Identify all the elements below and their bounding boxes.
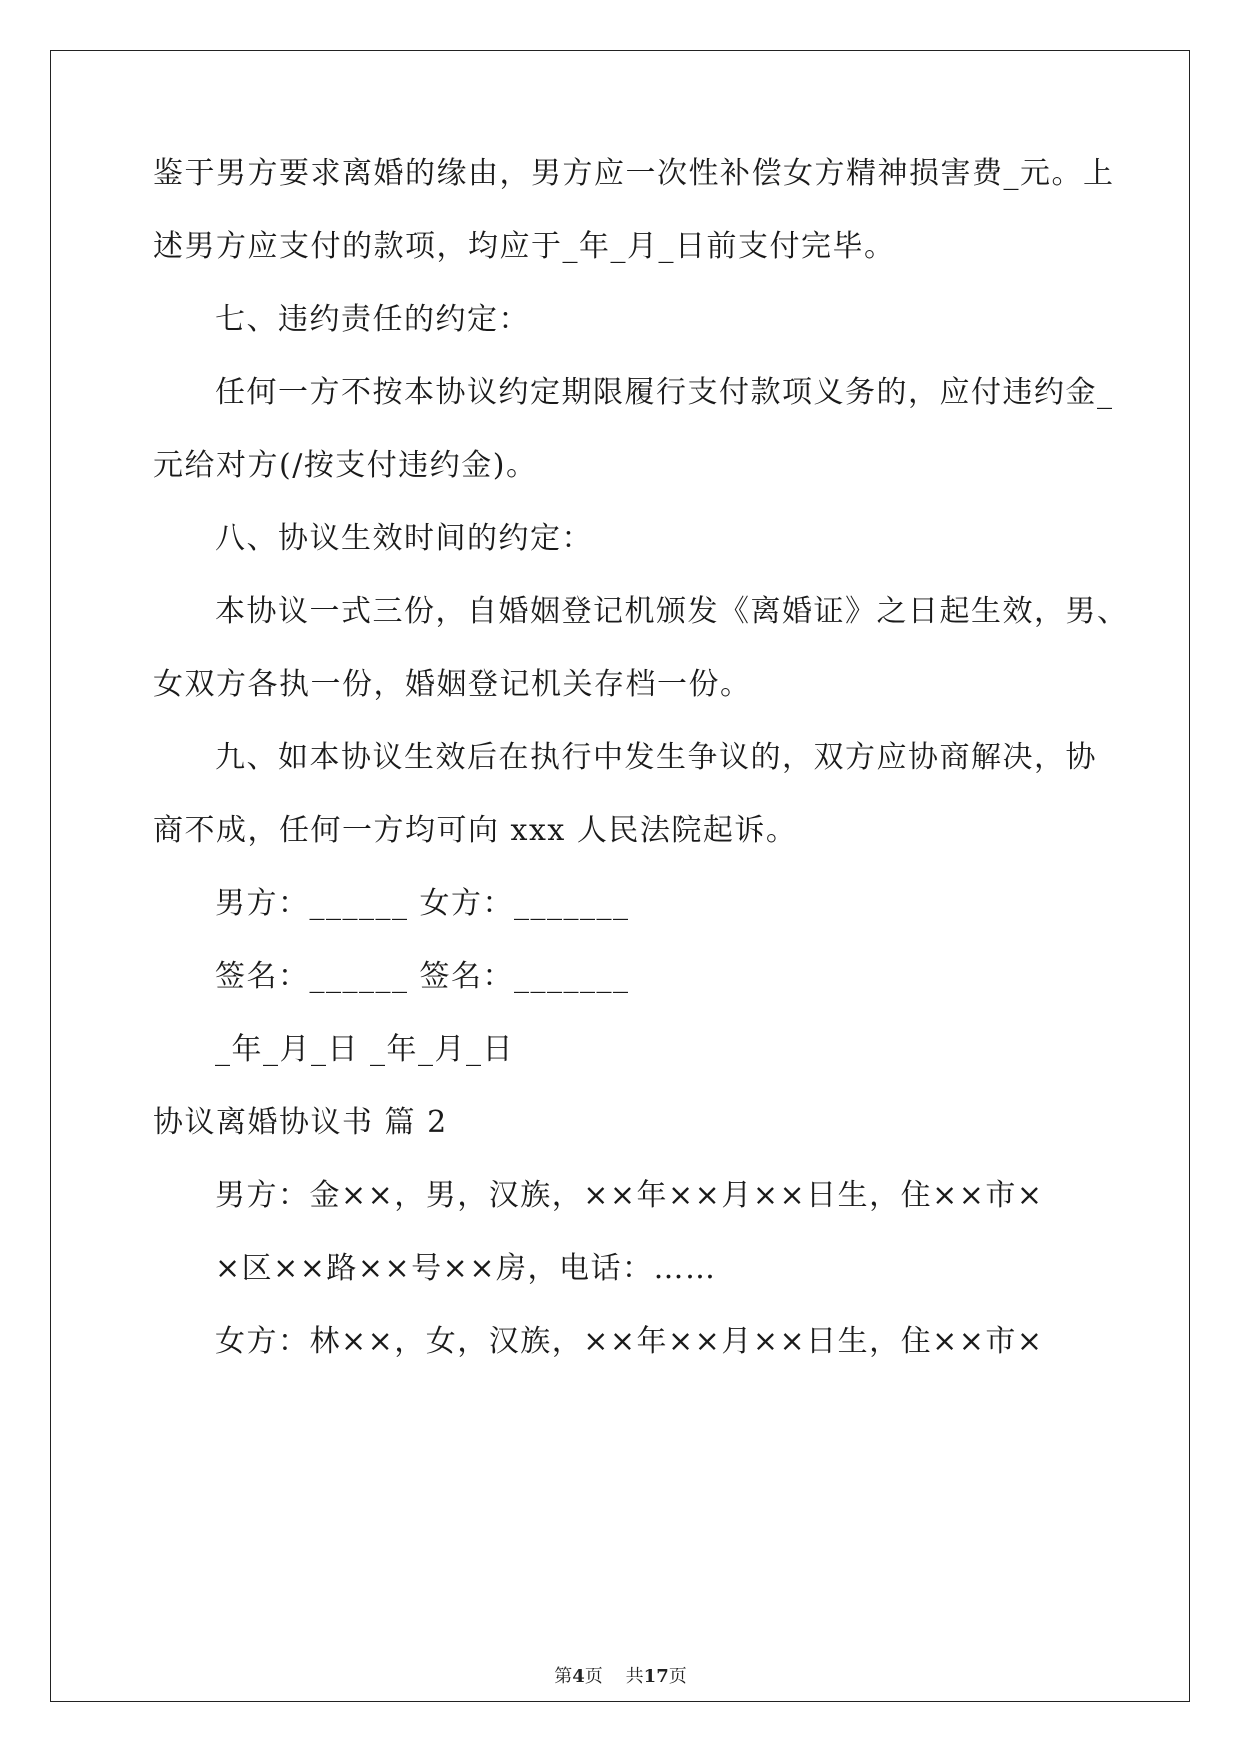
body-line-4: 元给对方(/按支付违约金)。 — [153, 448, 538, 483]
body-line-2: 述男方应支付的款项，均应于_年_月_日前支付完毕。 — [153, 229, 896, 264]
female-party-line-1: 女方：林××，女，汉族，××年××月××日生，住××市× — [215, 1324, 1044, 1359]
body-line-1: 鉴于男方要求离婚的缘由，男方应一次性补偿女方精神损害费_元。上 — [153, 156, 1115, 191]
footer-page-prefix: 第 — [554, 1666, 573, 1687]
signature-line-names: 签名：______ 签名：_______ — [215, 959, 630, 994]
section-heading-7: 七、违约责任的约定： — [215, 302, 530, 337]
signature-line-parties: 男方：______ 女方：_______ — [215, 886, 630, 921]
section-heading-8: 八、协议生效时间的约定： — [215, 521, 593, 556]
footer-total-pages: 17 — [643, 1666, 669, 1687]
section-heading-9: 九、如本协议生效后在执行中发生争议的，双方应协商解决，协 — [215, 740, 1097, 775]
footer-total-prefix: 共 — [625, 1666, 644, 1687]
page-footer — [0, 1666, 1241, 1688]
male-party-line-1: 男方：金××，男，汉族，××年××月××日生，住××市× — [215, 1178, 1044, 1213]
body-line-7: 商不成，任何一方均可向 xxx 人民法院起诉。 — [153, 813, 798, 848]
footer-page-unit: 页 — [584, 1666, 603, 1687]
signature-line-dates: _年_月_日 _年_月_日 — [215, 1032, 515, 1067]
footer-page-number: 4 — [572, 1666, 585, 1687]
body-line-3: 任何一方不按本协议约定期限履行支付款项义务的，应付违约金_ — [215, 375, 1114, 410]
footer-total-unit: 页 — [668, 1666, 687, 1687]
article-title: 协议离婚协议书 篇 2 — [153, 1105, 448, 1140]
page-frame — [50, 50, 1190, 1702]
body-line-5: 本协议一式三份，自婚姻登记机颁发《离婚证》之日起生效，男、 — [215, 594, 1129, 629]
male-party-line-2: ×区××路××号××房，电话：…… — [215, 1251, 717, 1286]
body-line-6: 女双方各执一份，婚姻登记机关存档一份。 — [153, 667, 752, 702]
